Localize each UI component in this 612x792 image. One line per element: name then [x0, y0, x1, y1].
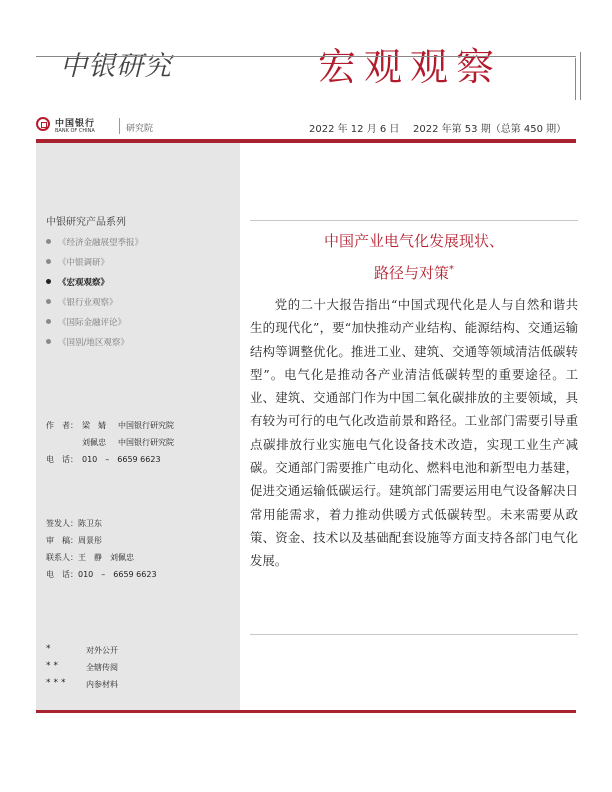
- bullet-icon: [46, 279, 51, 284]
- series-item-current: 《宏观观察》: [46, 276, 109, 288]
- bank-name-cn: 中国银行: [55, 119, 96, 129]
- bank-name-en: BANK OF CHINA: [55, 128, 95, 134]
- series-item: 《国别/地区观察》: [46, 336, 129, 348]
- series-title: 宏观观察: [318, 45, 503, 89]
- author-name: 刘佩忠: [82, 438, 106, 447]
- author-name: 梁 婧: [82, 421, 106, 430]
- footer-red-bar: [36, 710, 576, 713]
- issue-date: 2022 年 12 月 6 日: [309, 124, 400, 135]
- header-top-divider: [36, 56, 576, 57]
- series-item: 《国际金融评论》: [46, 316, 126, 328]
- author-phone: 010 – 6659 6623: [82, 455, 161, 464]
- legend-text: 内参材料: [86, 680, 118, 689]
- article-body: 党的二十大报告指出“中国式现代化是人与自然和谐共生的现代化”，要“加快推动产业结构、能源结构、交通运输结构等调整优化。推进工业、建筑、交通等领域清洁低碳转型”。电气化是推动各产业清洁低碳转型的重要途径。工业、建筑、交通部门作为中国二氧化碳排放的主要领域，具有较为可行的电气化改造前景和路径。工业部门需要引导重点碳排放行业实施电气化设备技术改造，实现工业生产减碳。交通部门需要推广电动化、燃料电池和新型电力基建，促进交通运输低碳运行。建筑部门需要运用电气设备解决日常用能需求，着力推动供暖方式低碳转型。未来需要从政策、资金、技术以及基础配套设施等方面支持各部门电气化发展。: [250, 297, 578, 569]
- brand-calligraphy-logo: 中银研究: [60, 51, 172, 82]
- header-vertical-line: [575, 58, 576, 100]
- series-item: 《经济金融展望季报》: [46, 236, 143, 248]
- author-phone-label: 电 话：: [46, 455, 78, 464]
- legend-stars: ***: [46, 678, 69, 688]
- author-org: 中国银行研究院: [118, 421, 174, 430]
- bullet-icon: [46, 259, 51, 264]
- product-series-heading: 中银研究产品系列: [46, 217, 126, 228]
- legend-stars: *: [46, 644, 54, 654]
- legend-stars: **: [46, 661, 61, 671]
- bank-emblem-icon: [36, 117, 50, 131]
- reviewer-line: 审 稿：周景彤: [46, 536, 102, 545]
- bank-of-china-logo: [36, 116, 118, 136]
- article-title: 中国产业电气化发展现状、: [323, 232, 504, 250]
- logo-separator: [119, 118, 120, 134]
- contact-phone-line: 电 话：010 – 6659 6623: [46, 570, 157, 579]
- header-vertical-line: [580, 52, 581, 100]
- title-footnote-star: *: [449, 264, 454, 275]
- series-item: 《中银调研》: [46, 256, 109, 268]
- issue-number: 2022 年第 53 期（总第 450 期）: [413, 124, 567, 135]
- author-org: 中国银行研究院: [118, 438, 174, 447]
- contact-line: 联系人：王 静 刘佩忠: [46, 553, 134, 562]
- institute-label: 研究院: [126, 124, 154, 134]
- signer-line: 签发人：陈卫东: [46, 519, 102, 528]
- article-title-line-2: 路径与对策*: [373, 264, 454, 282]
- bullet-icon: [46, 299, 51, 304]
- legend-text: 全辖传阅: [86, 663, 118, 672]
- bullet-icon: [46, 239, 51, 244]
- article-top-rule: [250, 220, 578, 221]
- bullet-icon: [46, 339, 51, 344]
- series-item: 《银行业观察》: [46, 296, 118, 308]
- article-bottom-rule: [250, 634, 578, 635]
- authors-label: 作 者：: [46, 421, 78, 430]
- bullet-icon: [46, 319, 51, 324]
- legend-text: 对外公开: [86, 646, 118, 655]
